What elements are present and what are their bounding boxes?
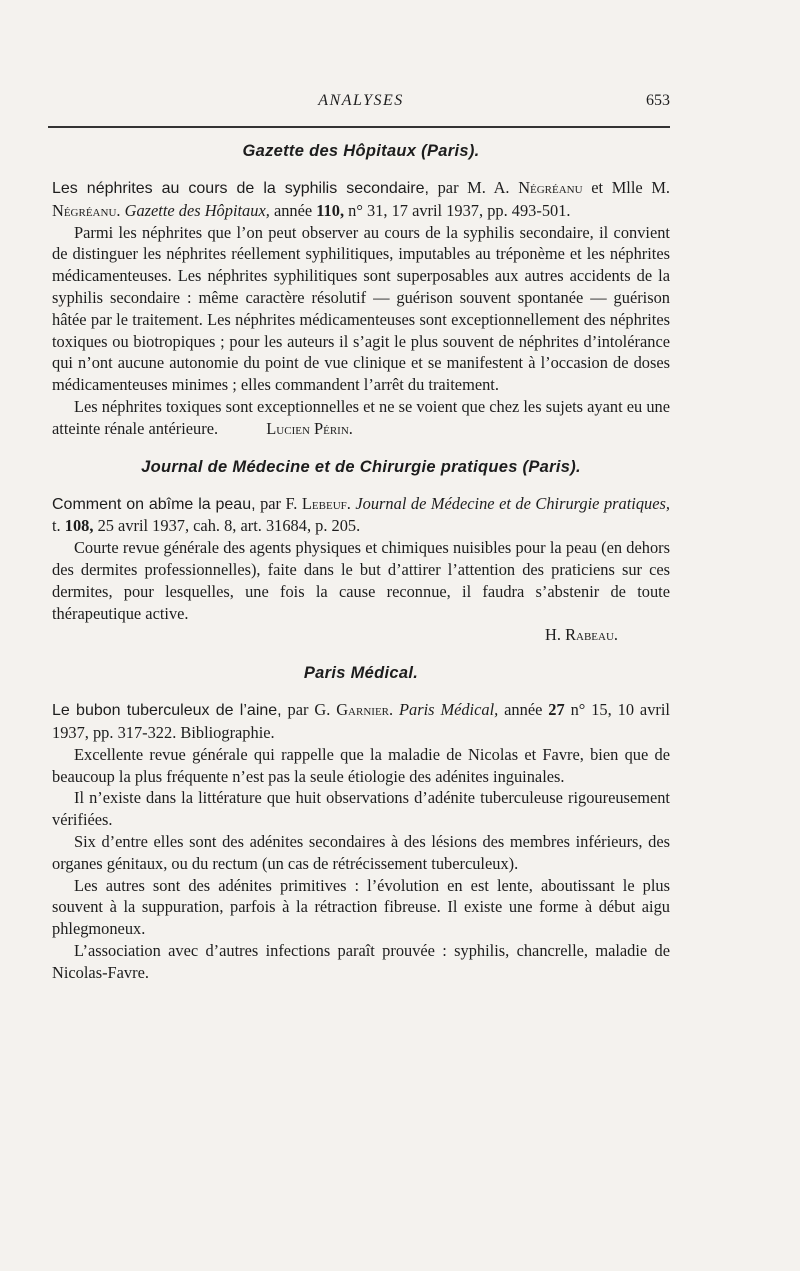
- article-by: par F.: [260, 493, 298, 513]
- article-source: Paris Médical,: [399, 700, 499, 720]
- body-paragraph: Il n’existe dans la littérature que huit observations d’adénite tuberculeuse rigoureusement vérifiées.: [52, 788, 670, 830]
- journal-heading: Journal de Médecine et de Chirurgie pratiques (Paris).: [141, 457, 581, 476]
- article-year-label: année: [273, 200, 313, 220]
- body-paragraph: L’association avec d’autres infections paraît prouvée : syphilis, chancrelle, maladie de Nicolas-Favre.: [52, 940, 670, 982]
- page: [52, 92, 670, 984]
- signature: Lucien Périn.: [266, 418, 353, 438]
- article-author: Négréanu: [518, 178, 583, 197]
- paragraph-text: Les néphrites toxiques sont exceptionnelles et ne se voient que chez les sujets ayant eu une atteinte rénale antérieure.: [52, 396, 670, 438]
- article-volume: 110,: [316, 200, 345, 220]
- article-details: 25 avril 1937, cah. 8, art. 31684, p. 205.: [97, 516, 361, 536]
- article-author: Négréanu.: [52, 200, 121, 220]
- running-head: [52, 92, 670, 116]
- journal-heading: Gazette des Hôpitaux (Paris).: [242, 142, 480, 160]
- article-year-label: année: [504, 700, 543, 720]
- article-volume: 27: [548, 700, 565, 720]
- body-paragraph: Excellente revue générale qui rappelle que la maladie de Nicolas et Favre, bien que de beaucoup la plus fréquente n’est pas la seule étiologie des adénites inguinales.: [52, 744, 670, 786]
- article-reference: [52, 493, 670, 538]
- article-author: Lebeuf.: [301, 493, 351, 513]
- signature-name: H. Rabeau.: [545, 625, 618, 645]
- article-vol-prefix: t.: [52, 516, 61, 536]
- article-by: par M. A.: [437, 178, 510, 197]
- running-title: ANALYSES: [318, 92, 404, 109]
- body-paragraph: Les autres sont des adénites primitives : l’évolution en est lente, aboutissant le plus souvent à la suppuration, parfois à la rétraction fibreuse. Il existe une forme à début aigu phlegmoneux.: [52, 875, 670, 939]
- article-details: n° 15, 10 avril 1937, pp. 317-322. Bibliographie.: [52, 700, 670, 742]
- journal-heading: Paris Médical.: [303, 664, 419, 683]
- article-source: Gazette des Hôpitaux,: [124, 200, 270, 220]
- header-rule: [48, 126, 670, 128]
- article-reference: [52, 699, 670, 744]
- body-paragraph: Courte revue générale des agents physiques et chimiques nuisibles pour la peau (en dehors des dermites professionnelles), faite dans le but d’attirer l’attention des praticiens sur ces dermites, pour lesquelles, une fois la cause reconnue, il faudra s’abstenir de toute thérapeutique active.: [52, 538, 670, 623]
- article-author: Garnier.: [336, 700, 394, 720]
- signature: [52, 624, 670, 646]
- body-paragraph: [52, 396, 670, 440]
- page-number: 653: [646, 92, 670, 109]
- article-volume: 108,: [64, 516, 94, 536]
- article-details: n° 31, 17 avril 1937, pp. 493-501.: [348, 200, 571, 220]
- article-and: et Mlle M.: [591, 178, 670, 197]
- article-title: Comment on abîme la peau,: [52, 495, 256, 513]
- body-paragraph: Six d’entre elles sont des adénites secondaires à des lésions des membres inférieurs, des organes génitaux, ou du rectum (un cas de rétrécissement tuberculeux).: [52, 831, 670, 873]
- article-source: Journal de Médecine et de Chirurgie pratiques,: [355, 493, 670, 513]
- article-reference: [52, 177, 670, 222]
- article-title: Les néphrites au cours de la syphilis secondaire,: [52, 180, 429, 197]
- article-by: par G.: [287, 700, 331, 720]
- body-paragraph: Parmi les néphrites que l’on peut observer au cours de la syphilis secondaire, il convient de distinguer les néphrites réellement syphilitiques, imputables au tréponème et les néphrites médicamenteuses. Les néphrites syphilitiques sont superposables aux autres accidents de la syphilis secondaire : même caractère résolutif — guérison souvent spontanée — guérison hâtée par le traitement. Les néphrites médicamenteuses sont exceptionnellement des néphrites toxiques ou biotropiques ; pour les auteurs il s’agit le plus souvent de néphrites d’intolérance qui n’ont aucune autonomie du point de vue clinique et se manifestent à l’occasion de doses médicamenteuses minimes ; elles commandent l’arrêt du traitement.: [52, 222, 670, 395]
- article-title: Le bubon tuberculeux de l’aine,: [52, 702, 282, 720]
